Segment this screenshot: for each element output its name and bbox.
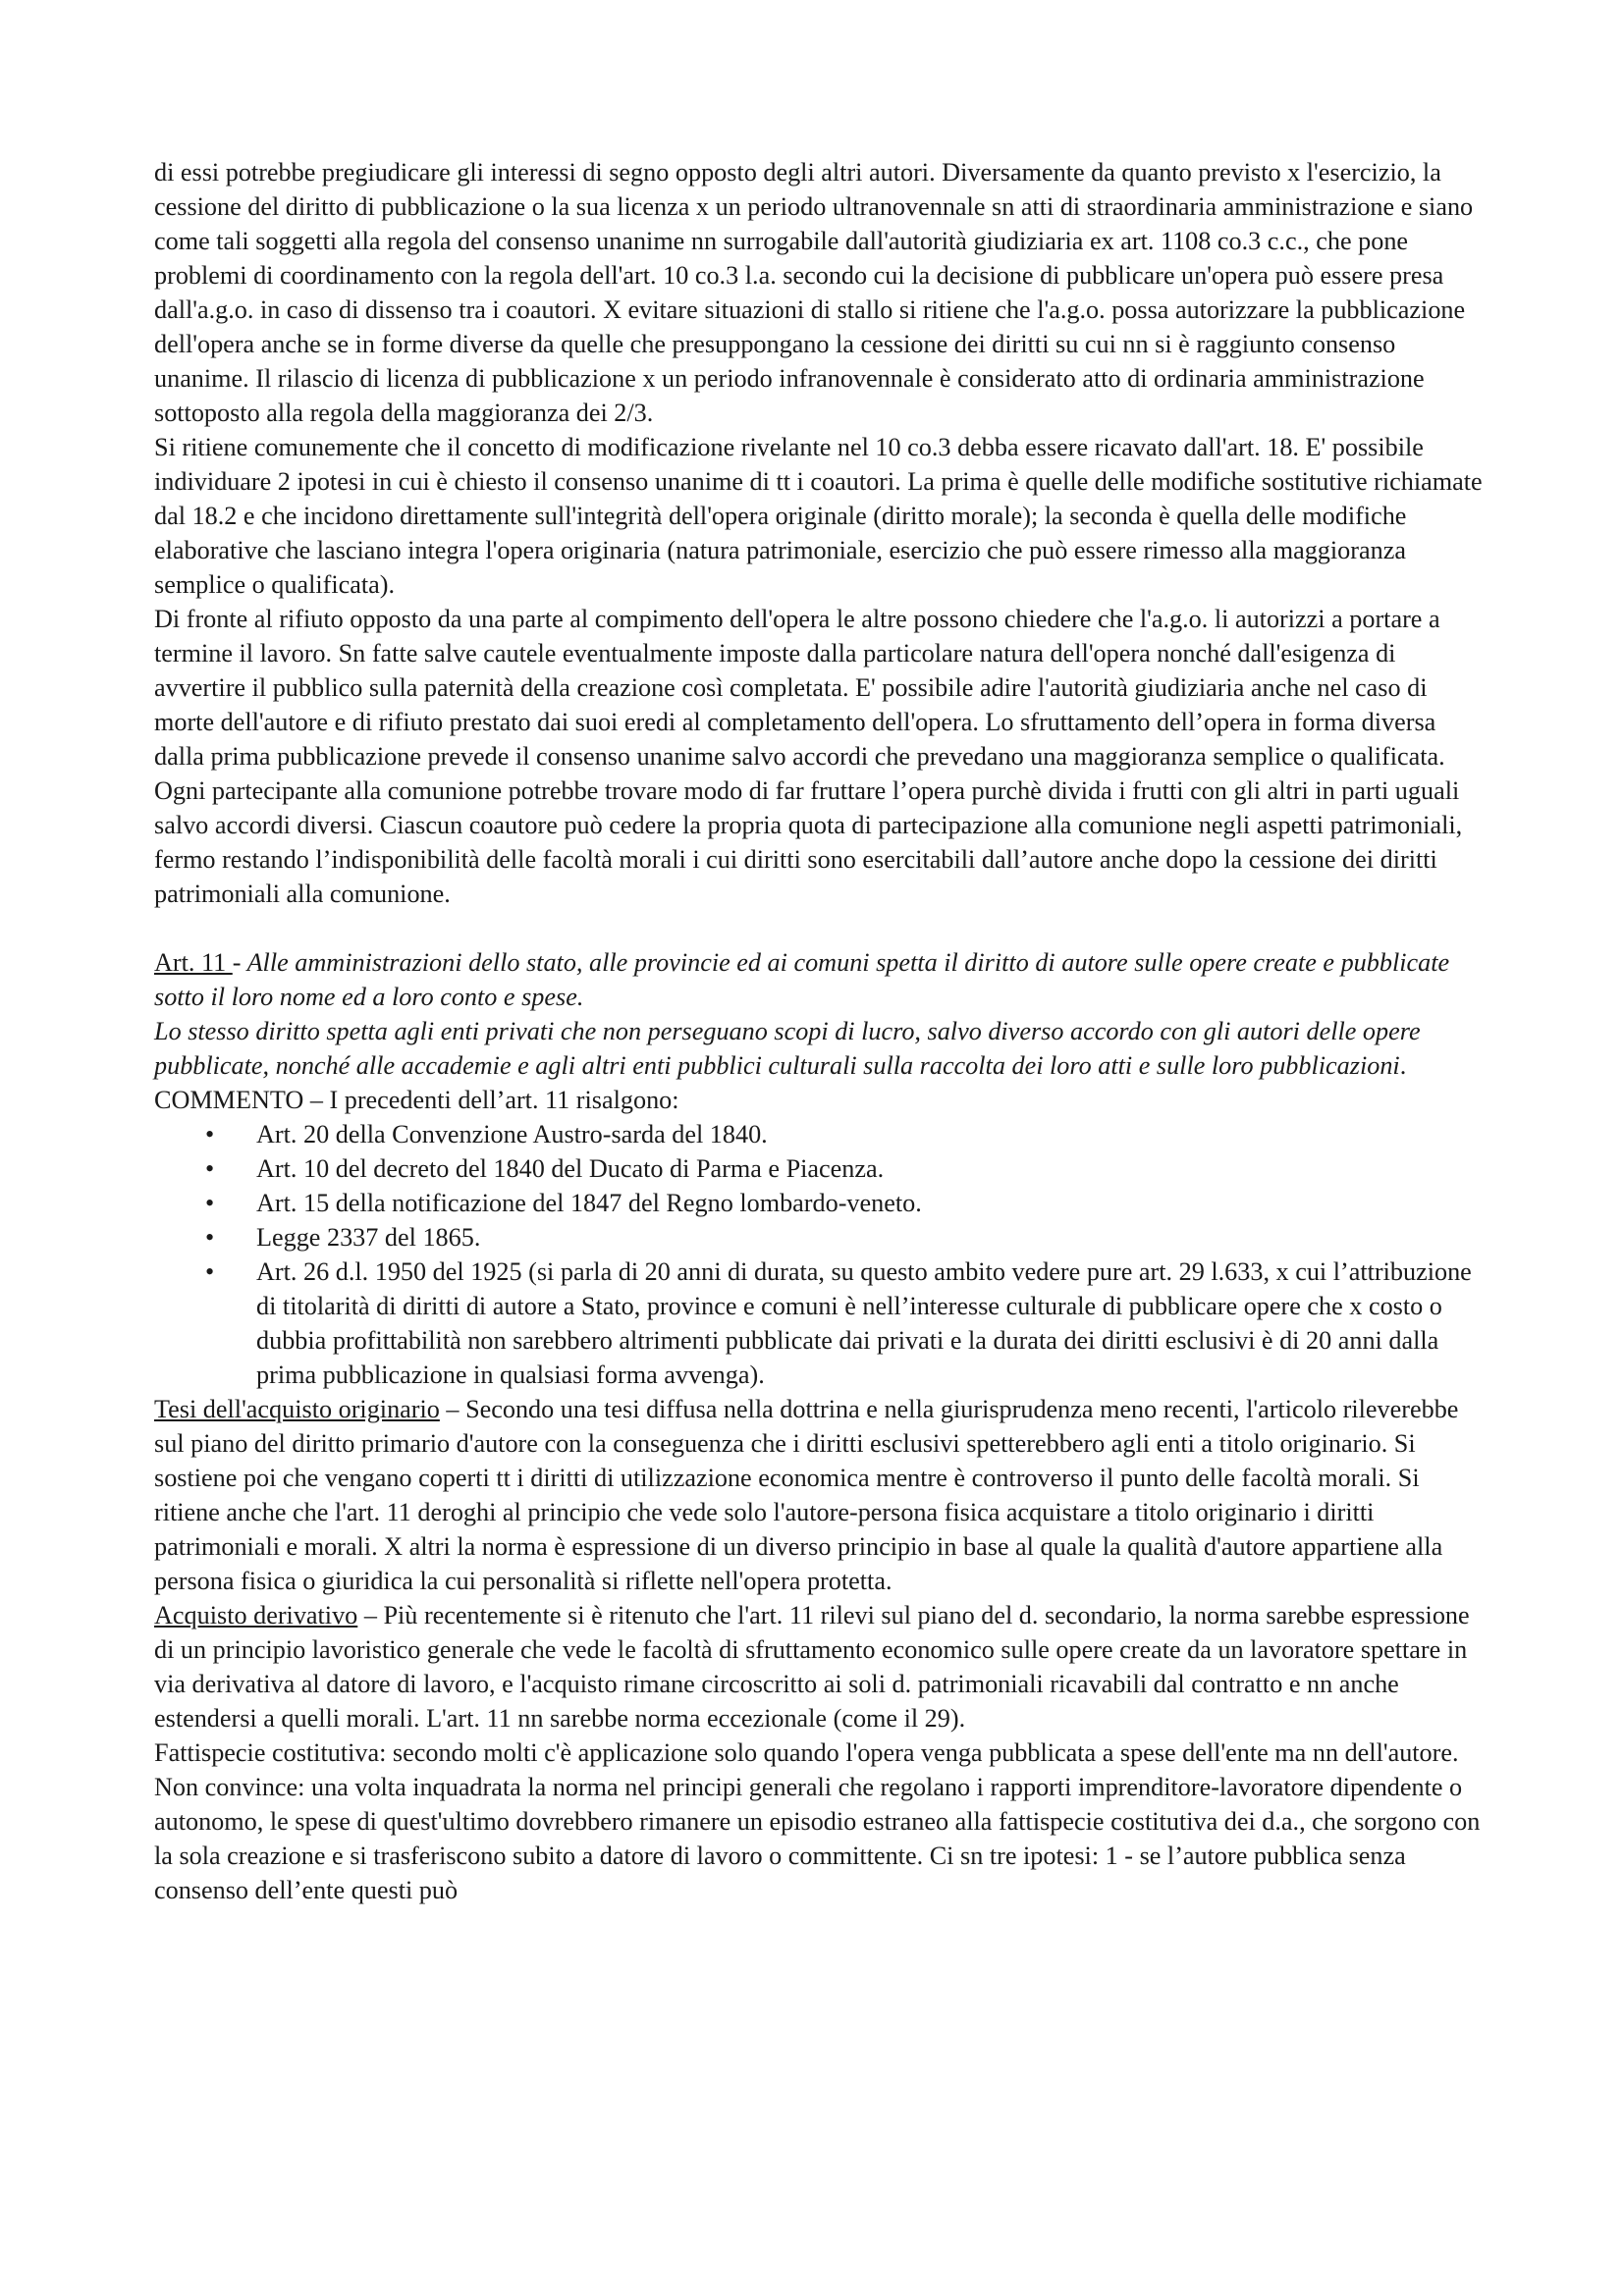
- precedenti-list: [154, 1117, 1488, 1392]
- article-11-paragraph-2: [154, 1014, 1488, 1083]
- tesi-heading: Tesi dell'acquisto originario: [154, 1395, 440, 1423]
- list-item-text: Legge 2337 del 1865.: [256, 1223, 481, 1252]
- list-item-text: Art. 10 del decreto del 1840 del Ducato di Parma e Piacenza.: [256, 1154, 885, 1183]
- article-text-1: Alle amministrazioni dello stato, alle provincie ed ai comuni spetta il diritto di autore sulle opere create e pubblicate sotto il loro nome ed a loro conto e spese.: [154, 948, 1450, 1011]
- paragraph-rifiuto-compimento: Di fronte al rifiuto opposto da una parte al compimento dell'opera le altre possono chiedere che l'a.g.o. li autorizzi a portare a termine il lavoro. Sn fatte salve cautele eventualmente imposte dalla particolare natura dell'opera nonché dall'esigenza di avvertire il pubblico sulla paternità della creazione così completata. E' possibile adire l'autorità giudiziaria anche nel caso di morte dell'autore e di rifiuto prestato dai suoi eredi al completamento dell'opera. Lo sfruttamento dell’opera in forma diversa dalla prima pubblicazione prevede il consenso unanime salvo accordi che prevedano una maggioranza semplice o qualificata.: [154, 605, 1445, 771]
- tesi-text: – Secondo una tesi diffusa nella dottrina e nella giurisprudenza meno recenti, l'articolo rileverebbe sul piano del diritto primario d'autore con la conseguenza che i diritti esclusivi spetterebbero agli enti a titolo originario. Si sostiene poi che vengano coperti tt i diritti di utilizzazione economica mentre è controverso il punto delle facoltà morali. Si ritiene anche che l'art. 11 deroghi al principio che vede solo l'autore-persona fisica acquistare a titolo originario i diritti patrimoniali e morali. X altri la norma è espressione di un diverso principio in base al quale la qualità d'autore appartiene alla persona fisica o giuridica la cui personalità si riflette nell'opera protetta.: [154, 1395, 1459, 1595]
- paragraph-modificazione: Si ritiene comunemente che il concetto di modificazione rivelante nel 10 co.3 debba essere ricavato dall'art. 18. E' possibile individuare 2 ipotesi in cui è chiesto il consenso unanime di tt i coautori. La prima è quelle delle modifiche sostitutive richiamate dal 18.2 e che incidono direttamente sull'integrità dell'opera originale (diritto morale); la seconda è quella delle modifiche elaborative che lasciano integra l'opera originaria (natura patrimoniale, esercizio che può essere rimesso alla maggioranza semplice o qualificata).: [154, 433, 1483, 599]
- paragraph-partecipante-comunione: Ogni partecipante alla comunione potrebbe trovare modo di far fruttare l’opera purchè divida i frutti con gli altri in parti uguali salvo accordi diversi. Ciascun coautore può cedere la propria quota di partecipazione alla comunione negli aspetti patrimoniali, fermo restando l’indisponibilità delle facoltà morali i cui diritti sono esercitabili dall’autore anche dopo la cessione dei diritti patrimoniali alla comunione.: [154, 776, 1463, 908]
- paragraph-comunione-pubblicazione: di essi potrebbe pregiudicare gli interessi di segno opposto degli altri autori. Diversamente da quanto previsto x l'esercizio, la cessione del diritto di pubblicazione o la sua licenza x un periodo ultranovennale sn atti di straordinaria amministrazione e siano come tali soggetti alla regola del consenso unanime nn surrogabile dall'autorità giudiziaria ex art. 1108 co.3 c.c., che pone problemi di coordinamento con la regola dell'art. 10 co.3 l.a. secondo cui la decisione di pubblicare un'opera può essere presa dall'a.g.o. in caso di dissenso tra i coautori. X evitare situazioni di stallo si ritiene che l'a.g.o. possa autorizzare la pubblicazione dell'opera anche se in forme diverse da quelle che presuppongano la cessione dei diritti su cui nn si è raggiunto consenso unanime. Il rilascio di licenza di pubblicazione x un periodo infranovennale è considerato atto di ordinaria amministrazione sottoposto alla regola della maggioranza dei 2/3.: [154, 158, 1474, 427]
- list-item-text: Art. 15 della notificazione del 1847 del Regno lombardo-veneto.: [256, 1189, 922, 1217]
- list-item: [154, 1255, 1488, 1392]
- bullet-icon: •: [205, 1257, 215, 1286]
- list-item: [154, 1151, 1488, 1186]
- acquisto-heading: Acquisto derivativo: [154, 1601, 358, 1629]
- paragraph-gap: [154, 911, 1488, 945]
- article-dash: -: [232, 948, 247, 977]
- commento-intro: COMMENTO – I precedenti dell’art. 11 risalgono:: [154, 1086, 679, 1114]
- article-text-2: Lo stesso diritto spetta agli enti privati che non perseguano scopi di lucro, salvo diverso accordo con gli autori delle opere pubblicate, nonché alle accademie e agli altri enti pubblici culturali sulla raccolta dei loro atti e sulle loro pubblicazioni: [154, 1017, 1421, 1080]
- article-11-text: [154, 945, 1488, 1014]
- article-text-2-end: .: [1399, 1051, 1407, 1080]
- list-item: [154, 1117, 1488, 1151]
- paragraph-tesi-acquisto-originario: [154, 1392, 1488, 1598]
- acquisto-text: – Più recentemente si è ritenuto che l'art. 11 rilevi sul piano del d. secondario, la norma sarebbe espressione di un principio lavoristico generale che vede le facoltà di sfruttamento economico sulle opere create da un lavoratore spettare in via derivativa al datore di lavoro, e l'acquisto rimane circoscritto ai soli d. patrimoniali ricavabili dal contratto e nn anche estendersi a quelli morali. L'art. 11 nn sarebbe norma eccezionale (come il 29).: [154, 1601, 1470, 1733]
- bullet-icon: •: [205, 1154, 215, 1183]
- paragraph-acquisto-derivativo: [154, 1598, 1488, 1735]
- list-item-text: Art. 26 d.l. 1950 del 1925 (si parla di 20 anni di durata, su questo ambito vedere pure art. 29 l.633, x cui l’attribuzione di titolarità di diritti di autore a Stato, province e comuni è nell’interesse culturale di pubblicare opere che x costo o dubbia profittabilità non sarebbero altrimenti pubblicate dai privati e la durata dei diritti esclusivi è di 20 anni dalla prima pubblicazione in qualsiasi forma avvenga).: [256, 1257, 1472, 1389]
- document-page: [154, 155, 1488, 1907]
- list-item: [154, 1220, 1488, 1255]
- paragraph-fattispecie: Fattispecie costitutiva: secondo molti c'è applicazione solo quando l'opera venga pubblicata a spese dell'ente ma nn dell'autore. Non convince: una volta inquadrata la norma nel principi generali che regolano i rapporti imprenditore-lavoratore dipendente o autonomo, le spese di quest'ultimo dovrebbero rimanere un episodio estraneo alla fattispecie costitutiva dei d.a., che sorgono con la sola creazione e si trasferiscono subito a datore di lavoro o committente. Ci sn tre ipotesi: 1 - se l’autore pubblica senza consenso dell’ente questi può: [154, 1738, 1481, 1904]
- bullet-icon: •: [205, 1223, 215, 1252]
- list-item-text: Art. 20 della Convenzione Austro-sarda del 1840.: [256, 1120, 768, 1148]
- article-label: Art. 11: [154, 948, 233, 977]
- list-item: [154, 1186, 1488, 1220]
- bullet-icon: •: [205, 1120, 215, 1148]
- bullet-icon: •: [205, 1189, 215, 1217]
